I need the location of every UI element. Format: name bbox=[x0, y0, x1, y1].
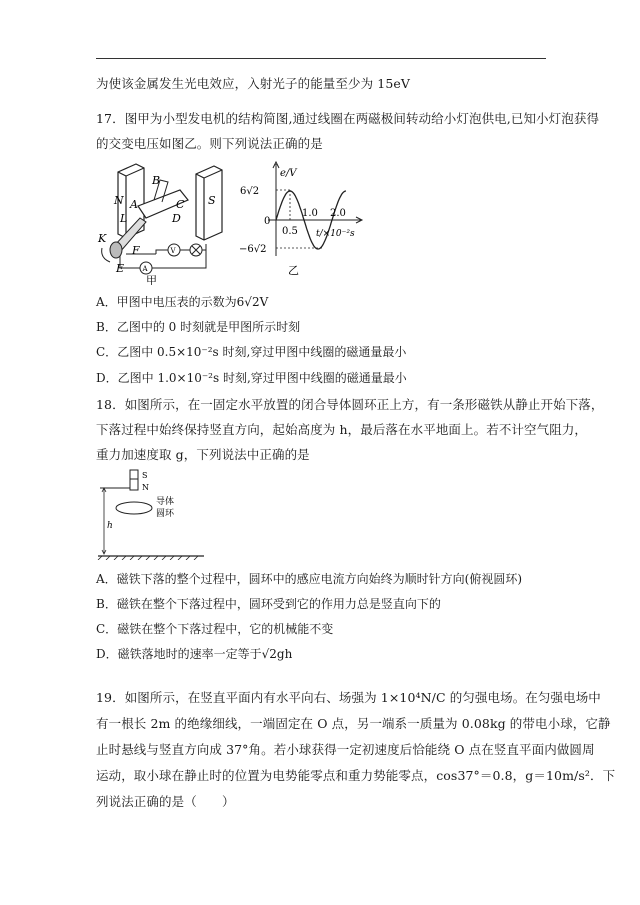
origin-label: 0 bbox=[264, 216, 271, 227]
q19-stem-line2: 有一根长 2m 的绝缘细线，一端固定在 O 点，另一端系一质量为 0.08kg 的带电小球，它静 bbox=[96, 716, 611, 731]
ring-label-1: 导体 bbox=[156, 497, 175, 507]
x-tick-1-0: 1.0 bbox=[302, 208, 318, 219]
figure-caption-yi: 乙 bbox=[288, 264, 299, 277]
q17-option-b[interactable]: B．乙图中的 0 时刻就是甲图所示时刻 bbox=[96, 320, 301, 334]
label-n: N bbox=[114, 194, 124, 207]
y-tick-positive: 6√2 bbox=[240, 186, 260, 197]
generator-diagram bbox=[96, 160, 236, 285]
voltmeter-v: V bbox=[170, 247, 176, 255]
q18-option-a[interactable]: A．磁铁下落的整个过程中，圆环中的感应电流方向始终为顺时针方向(俯视圆环) bbox=[96, 572, 523, 586]
header-rule bbox=[96, 58, 546, 59]
ammeter-a: A bbox=[142, 265, 148, 273]
label-a: A bbox=[130, 198, 138, 211]
voltage-graph bbox=[238, 160, 368, 285]
label-l: L bbox=[120, 212, 128, 225]
q19-stem-line3: 止时悬线与竖直方向成 37°角。若小球获得一定初速度后恰能绕 O 点在竖直平面内做圆周 bbox=[96, 742, 595, 757]
q18-stem-line3: 重力加速度取 g，下列说法中正确的是 bbox=[96, 447, 310, 462]
label-d: D bbox=[172, 212, 181, 225]
figure-caption-jia: 甲 bbox=[146, 274, 157, 285]
label-s: S bbox=[208, 194, 216, 207]
q17-option-a[interactable]: A．甲图中电压表的示数为6√2V bbox=[96, 295, 269, 309]
x-axis-label: t/×10⁻²s bbox=[316, 229, 355, 239]
x-tick-2-0: 2.0 bbox=[330, 208, 346, 219]
falling-magnet-diagram bbox=[96, 466, 206, 560]
ring-label-2: 圆环 bbox=[156, 509, 175, 519]
q18-option-b[interactable]: B．磁铁在整个下落过程中，圆环受到它的作用力总是竖直向下的 bbox=[96, 597, 441, 611]
q17-option-d[interactable]: D．乙图中 1.0×10⁻²s 时刻,穿过甲图中线圈的磁通量最小 bbox=[96, 371, 407, 385]
label-f: F bbox=[132, 244, 140, 257]
q18-stem-line1: 18．如图所示，在一固定水平放置的闭合导体圆环正上方，有一条形磁铁从静止开始下落， bbox=[96, 397, 604, 412]
q17-stem-line2: 的交变电压如图乙。则下列说法正确的是 bbox=[96, 136, 323, 151]
previous-answer-tail: 为使该金属发生光电效应，入射光子的能量至少为 15eV bbox=[96, 76, 411, 91]
magnet-n-label: N bbox=[142, 483, 149, 492]
q19-stem-line4: 运动，取小球在静止时的位置为电势能零点和重力势能零点，cos37°＝0.8，g＝10m/s²．下 bbox=[96, 768, 616, 783]
x-tick-0-5: 0.5 bbox=[282, 226, 298, 237]
q17-option-c[interactable]: C．乙图中 0.5×10⁻²s 时刻,穿过甲图中线圈的磁通量最小 bbox=[96, 345, 407, 359]
height-label: h bbox=[107, 521, 113, 531]
y-tick-negative: −6√2 bbox=[239, 244, 267, 255]
label-b: B bbox=[152, 174, 161, 187]
q19-stem-line1: 19．如图所示，在竖直平面内有水平向右、场强为 1×10⁴N/C 的匀强电场。在匀强电场中 bbox=[96, 690, 601, 705]
label-k: K bbox=[98, 232, 107, 245]
q18-option-d[interactable]: D．磁铁落地时的速率一定等于√2gh bbox=[96, 647, 293, 661]
label-e: E bbox=[116, 262, 125, 275]
q18-stem-line2: 下落过程中始终保持竖直方向，起始高度为 h，最后落在水平地面上。若不计空气阻力， bbox=[96, 422, 588, 437]
q19-stem-line5: 列说法正确的是（ ） bbox=[96, 794, 235, 809]
label-c: C bbox=[176, 198, 185, 211]
q17-stem-line1: 17．图甲为小型发电机的结构简图,通过线圈在两磁极间转动给小灯泡供电,已知小灯泡获得 bbox=[96, 111, 600, 126]
magnet-s-label: S bbox=[142, 471, 148, 480]
q18-option-c[interactable]: C．磁铁在整个下落过程中，它的机械能不变 bbox=[96, 622, 334, 636]
y-axis-label: e/V bbox=[280, 168, 297, 179]
